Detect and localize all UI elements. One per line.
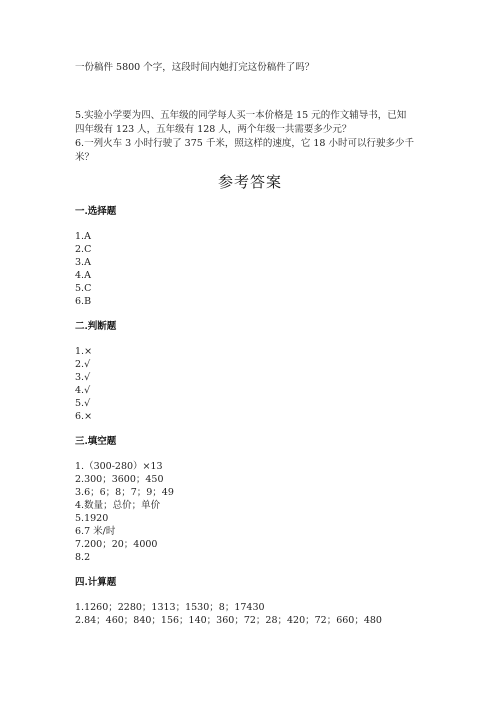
section-heading-fill-in: 三.填空题 [75,436,117,447]
answer-item: 2.300；3600；450 [75,474,164,485]
answer-item: 3.6；6；8；7；9；49 [75,487,174,498]
answer-item: 2.√ [75,359,91,370]
answer-item: 1.（300-280）×13 [75,461,163,472]
answer-item: 6.B [75,296,92,307]
answer-item: 3.A [75,257,91,268]
answer-item: 4.A [75,270,91,281]
answer-item: 8.2 [75,552,91,563]
answer-item: 1.× [75,346,93,357]
answer-item: 2.C [75,244,92,255]
answer-item: 5.1920 [75,513,109,524]
answer-item: 6.7 米/时 [75,526,116,537]
answer-item: 3.√ [75,372,91,383]
answer-item: 7.200；20；4000 [75,539,158,550]
answer-item: 2.84；460；840；156；140；360；72；28；420；72；660；480 [75,615,382,626]
problem-5-line-2: 四年级有 123 人，五年级有 128 人，两个年级一共需要多少元？ [75,124,352,135]
problem-5-line-1: 5.实验小学要为四、五年级的同学每人买一本价格是 15 元的作文辅导书，已知 [75,110,407,121]
answer-item: 5.C [75,283,92,294]
answer-item: 4.数量；总价；单价 [75,500,161,511]
answer-item: 1.1260；2280；1313；1530；8；17430 [75,602,265,613]
problem-6-line-2: 米？ [75,152,95,163]
problem-6-line-1: 6.一列火车 3 小时行驶了 375 千米，照这样的速度，它 18 小时可以行驶多少千 [75,138,414,149]
problem-4-continuation: 一份稿件 5800 个字，这段时间内她打完这份稿件了吗？ [75,62,315,73]
answer-item: 6.× [75,411,93,422]
answer-item: 1.A [75,231,91,242]
section-heading-multiple-choice: 一.选择题 [75,206,117,217]
section-heading-calculation: 四.计算题 [75,577,117,588]
answer-item: 4.√ [75,385,91,396]
section-heading-true-false: 二.判断题 [75,321,117,332]
answer-item: 5.√ [75,398,91,409]
answer-key-title: 参考答案 [217,173,282,191]
